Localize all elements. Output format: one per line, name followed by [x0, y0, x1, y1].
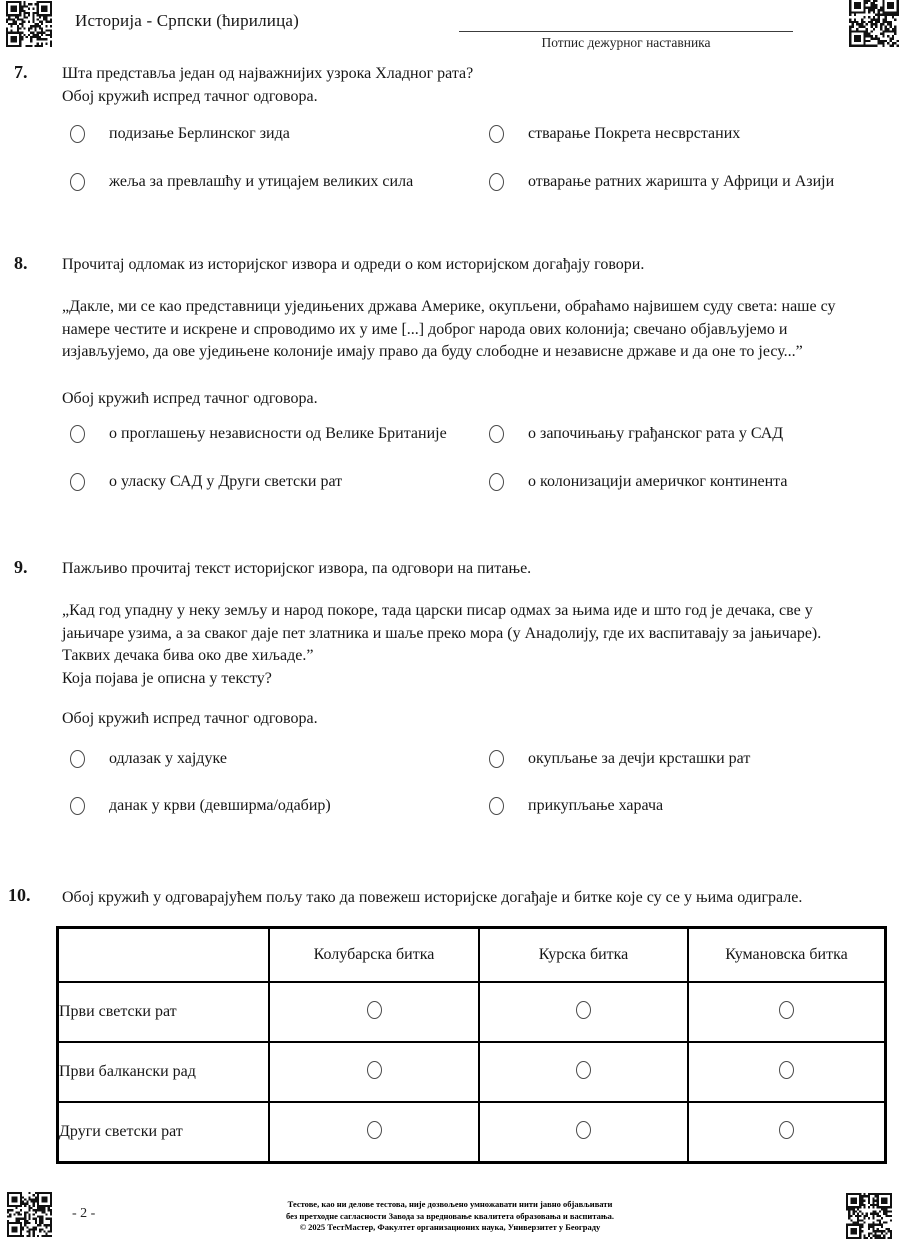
option-label: подизање Берлинског зида	[109, 125, 290, 142]
table-cell[interactable]	[479, 982, 688, 1042]
table-header-row	[58, 928, 886, 983]
option-label: о проглашењу независности од Велике Британије	[109, 425, 447, 442]
option-label: отварање ратних жаришта у Африци и Азији	[528, 173, 835, 190]
answer-option[interactable]	[489, 125, 740, 143]
option-label: данак у крви (девширма/одабир)	[109, 797, 331, 814]
radio-circle-icon[interactable]	[576, 1001, 591, 1019]
option-label: о уласку САД у Други светски рат	[109, 473, 343, 490]
page-number: - 2 -	[72, 1206, 96, 1221]
radio-circle-icon[interactable]	[489, 425, 504, 443]
quote-line: јањичаре узима, а за сваког даје пет златника и шаље преко мора (у Анадолију, где их васпитавају за јањичаре).	[62, 624, 822, 642]
option-label: окупљање за дечји крсташки рат	[528, 750, 751, 767]
answer-option[interactable]	[489, 797, 663, 815]
radio-circle-icon[interactable]	[367, 1121, 382, 1139]
source-quote	[62, 296, 836, 364]
quote-line: „Кад год упадну у неку земљу и народ покоре, тада царски писар одмах за њима иде и што год је дечака, све у	[62, 602, 813, 619]
radio-circle-icon[interactable]	[489, 750, 504, 768]
matching-table	[56, 926, 887, 1164]
table-cell[interactable]	[269, 982, 479, 1042]
followup-question: Која појава је описна у тексту?	[62, 669, 272, 687]
table-cell[interactable]	[479, 1102, 688, 1163]
column-header: Кумановска битка	[688, 928, 886, 983]
radio-circle-icon[interactable]	[489, 173, 504, 191]
radio-circle-icon[interactable]	[576, 1061, 591, 1079]
copyright-line: © 2025 ТестМастер, Факултет организационих наука, Универзитет у Београду	[299, 1222, 601, 1232]
question-instruction: Обој кружић испред тачног одговора.	[62, 87, 318, 105]
question-instruction: Обој кружић испред тачног одговора.	[62, 390, 318, 407]
quote-line: Таквих дечака бива око две хиљаде.”	[62, 647, 314, 664]
signature-label: Потпис дежурног наставника	[541, 35, 711, 50]
answer-option[interactable]	[70, 125, 290, 143]
radio-circle-icon[interactable]	[367, 1001, 382, 1019]
page-title: Историја - Српски (ћирилица)	[75, 11, 299, 30]
question-number: 10.	[8, 885, 31, 905]
option-label: прикупљање харача	[528, 797, 664, 814]
qr-code-bottom-right	[846, 1193, 892, 1239]
signature-line	[459, 31, 793, 32]
table-cell[interactable]	[688, 1102, 886, 1163]
option-label: стварање Покрета несврстаних	[528, 125, 741, 142]
answer-option[interactable]	[489, 173, 834, 191]
question-number: 9.	[14, 557, 28, 577]
qr-code-bottom-left	[7, 1192, 52, 1237]
answer-option[interactable]	[70, 750, 227, 768]
radio-circle-icon[interactable]	[70, 750, 85, 768]
quote-line: намере честите и искрене и спроводимо их у име [...] доброг народа ових колонија; свечано објављујемо и	[62, 320, 788, 338]
radio-circle-icon[interactable]	[367, 1061, 382, 1079]
radio-circle-icon[interactable]	[489, 473, 504, 491]
radio-circle-icon[interactable]	[779, 1061, 794, 1079]
option-label: одлазак у хајдуке	[109, 750, 227, 767]
option-label: жеља за превлашћу и утицајем великих сила	[109, 173, 414, 190]
answer-option[interactable]	[489, 473, 787, 491]
source-quote	[62, 600, 821, 690]
radio-circle-icon[interactable]	[70, 425, 85, 443]
option-label: о колонизацији америчког континента	[528, 473, 788, 490]
table-cell[interactable]	[688, 982, 886, 1042]
table-row	[58, 1102, 886, 1163]
copyright-notice	[170, 1199, 730, 1234]
radio-circle-icon[interactable]	[70, 173, 85, 191]
radio-circle-icon[interactable]	[779, 1001, 794, 1019]
qr-code-top-left	[6, 1, 52, 47]
table-cell[interactable]	[269, 1102, 479, 1163]
radio-circle-icon[interactable]	[779, 1121, 794, 1139]
table-cell[interactable]	[479, 1042, 688, 1102]
copyright-line: без претходне сагласности Завода за вредновање квалитета образовања и васпитања.	[285, 1210, 615, 1221]
row-label: Први балкански рад	[58, 1042, 270, 1102]
row-label: Први светски рат	[58, 982, 270, 1042]
question-prompt: Пажљиво прочитај текст историјског извора, па одговори на питање.	[62, 560, 532, 577]
table-row	[58, 1042, 886, 1102]
column-header: Колубарска битка	[269, 928, 479, 983]
answer-option[interactable]	[70, 425, 447, 443]
question-block	[62, 63, 473, 108]
question-prompt: Шта представља један од најважнијих узрока Хладног рата?	[62, 65, 474, 82]
radio-circle-icon[interactable]	[489, 797, 504, 815]
table-cell[interactable]	[688, 1042, 886, 1102]
column-header: Курска битка	[479, 928, 688, 983]
question-instruction: Обој кружић испред тачног одговора.	[62, 710, 318, 727]
answer-option[interactable]	[489, 750, 750, 768]
answer-option[interactable]	[70, 173, 413, 191]
question-number: 8.	[14, 253, 28, 273]
radio-circle-icon[interactable]	[576, 1121, 591, 1139]
table-cell[interactable]	[269, 1042, 479, 1102]
radio-circle-icon[interactable]	[70, 473, 85, 491]
answer-option[interactable]	[70, 797, 331, 815]
question-number: 7.	[14, 62, 28, 82]
quote-line: „Дакле, ми се као представници уједињених држава Америке, окупљени, обраћамо највишем суду света: наше су	[62, 298, 836, 315]
quote-line: изјављујемо, да ове уједињене колоније имају право да буду слободне и независне државе и да оне то јесу...”	[62, 343, 803, 360]
qr-code-top-right	[849, 0, 899, 47]
table-row	[58, 982, 886, 1042]
radio-circle-icon[interactable]	[489, 125, 504, 143]
option-label: о започињању грађанског рата у САД	[528, 425, 784, 442]
copyright-line: Тестове, као ни делове тестова, није дозвољено умножавати нити јавно објављивати	[287, 1199, 613, 1209]
radio-circle-icon[interactable]	[70, 797, 85, 815]
corner-cell	[58, 928, 270, 983]
question-prompt: Прочитај одломак из историјског извора и одреди о ком историјском догађају говори.	[62, 256, 645, 273]
answer-option[interactable]	[489, 425, 783, 443]
row-label: Други светски рат	[58, 1102, 270, 1163]
question-prompt: Обој кружић у одговарајућем пољу тако да повежеш историјске догађаје и битке које су се у њима одиграле.	[62, 889, 803, 906]
radio-circle-icon[interactable]	[70, 125, 85, 143]
answer-option[interactable]	[70, 473, 342, 491]
